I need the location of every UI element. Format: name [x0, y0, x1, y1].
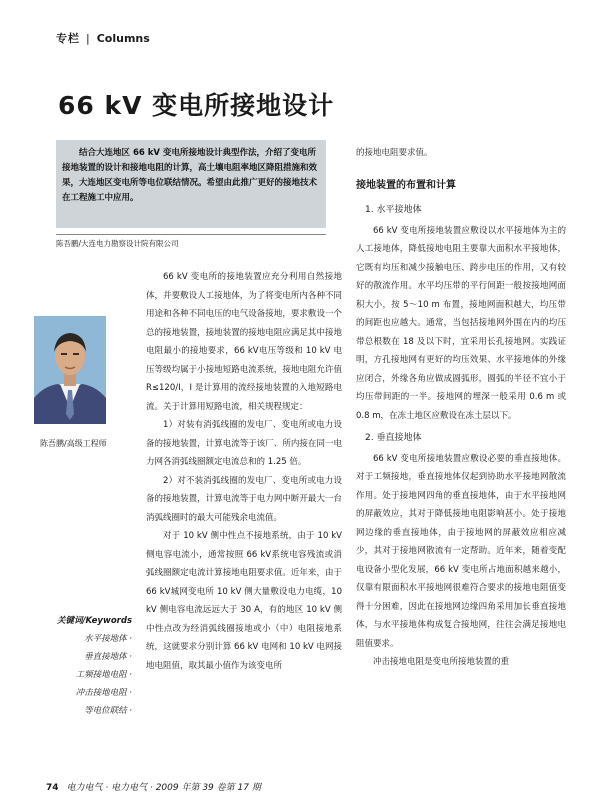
column-label-cn: 专栏 [56, 32, 80, 45]
keyword-item: 冲击接地电阻 · [75, 688, 132, 698]
photo-caption: 陈吾鹏/高级工程师 [40, 439, 107, 448]
keyword-item: 等电位联结 · [84, 706, 132, 716]
keywords-label: 关键词/Keywords [56, 616, 132, 626]
keyword-item: 垂直接地体 · [84, 652, 132, 662]
body-paragraph: 2）对不装消弧线圈的发电厂、变电所或电力设备的接地装置，计算电流等于电力网中断开最大一台消弧线圈时的最大可能残余电流值。 [146, 475, 342, 523]
abstract-box [56, 140, 326, 228]
body-paragraph: 1）对装有消弧线圈的发电厂、变电所或电力设备的接地装置，计算电流等于该厂、所内接在同一电力网各消弧线圈额定电流总和的 1.25 倍。 [146, 420, 342, 467]
keyword-item: 工频接地电阻 · [75, 670, 132, 680]
column-separator: | [86, 32, 91, 45]
body-paragraph: 66 kV 变电所接地装置应敷设以水平接地体为主的人工接地体，降低接地电阻主要靠大面积水平接地体，它既有均压和减少接触电压、跨步电压的作用，又有较好的散流作用。水平均压带的平行间距一般按接地网面积大小，按 5～10 m 布置，接地网面积越大，均压带的间距也应越大。通常，当包括接地网外围在内的均压带总根数在 18 及以下时，宜采用长孔接地网。实践证明，方孔接地网有更好的均压效果、水平接地体的外缘应闭合，外缘各角应做成圆弧形，圆弧的半径不宜小于均压带间距的一半。接地网的埋深一般采用 0.6 m 或 0.8 m，在冻土地区应敷设在冻土层以下。 [356, 225, 566, 421]
body-paragraph: 66 kV 变电所的接地装置应充分利用自然接地体，并要敷设人工接地体，为了将变电所内各种不同用途和各种不同电压的电气设备接地，要求敷设一个总的接地装置，接地装置的接地电阻应满足其中接地电阻最小的接地要求，66 kV电压等级和 10 kV 电压等级均属于小接地短路电流系统，接地电阻允许值 R≤120/I，I 是计算用的流经接地装置的入地短路电流。关于计算用短路电流，相关规程规定： [146, 272, 342, 412]
body-column-middle [146, 268, 342, 675]
column-tag [56, 30, 150, 46]
column-label-en: Columns [96, 32, 150, 45]
author-photo [34, 316, 106, 424]
body-paragraph: 冲击接地电阻是变电所接地装置的重 [373, 657, 510, 667]
author-portrait-image [34, 316, 106, 424]
abstract-text: 结合大连地区 66 kV 变电所接地设计典型作法，介绍了变电所接地装置的设计和接地电阻的计算，高土壤电阻率地区降阻措施和效果，大连地区变电所等电位联结情况。希望由此推广更好的接地技术在工程施工中应用。 [62, 148, 318, 203]
journal-info: 电力电气 · 电力电气 · 2009 年第 39 卷第 17 期 [66, 783, 261, 793]
subsection-heading: 1. 水平接地体 [365, 205, 422, 215]
body-paragraph: 的接地电阻要求值。 [356, 148, 433, 158]
page-footer [46, 780, 261, 793]
body-paragraph: 对于 10 kV 侧中性点不接地系统，由于 10 kV 侧电容电流小，通常按照 66 kV系统电容残流或消弧线圈额定电流计算接地电阻要求值。近年来，由于 66 kV城网变电所 10 kV 侧大量敷设电力电缆，10 kV 侧电容电流远远大于 30 A，有的地区 10 kV 侧中性点改为经消弧线圈接地或小（中）电阻接地系统，这就要求分别计算 66 kV 电网和 10 kV 电网接地电阻值，取其最小值作为该变电所 [146, 531, 342, 671]
author-affiliation: 陈吾鹏/大连电力勘察设计院有限公司 [56, 234, 326, 249]
body-column-right [356, 144, 566, 672]
body-paragraph: 66 kV 变电所接地装置应敷设必要的垂直接地体。对于工频接地，垂直接地体仅起到协助水平接地网散流作用。处于接地网四角的垂直接地体，由于水平接地网的屏蔽效应，其对于降低接地电阻影响甚小。处于接地网边缘的垂直接地体，由于接地网的屏蔽效应相应减少，其对于接地网散流有一定帮助。近年来，随着变配电设备小型化发展，66 kV 变电所占地面积越来越小，仅靠有限面积水平接地网很难符合要求的接地电阻值变得十分困难，因此在接地网边缘四角采用加长垂直接地体，与水平接地体构成复合接地网，往往会满足接地电阻值要求。 [356, 453, 566, 649]
section-heading: 接地装置的布置和计算 [356, 179, 456, 191]
page-number: 74 [46, 783, 59, 793]
keywords-block [52, 612, 132, 720]
keyword-item: 水平接地体 · [84, 634, 132, 644]
article-title: 66 kV 变电所接地设计 [58, 91, 335, 120]
subsection-heading: 2. 垂直接地体 [365, 433, 422, 443]
